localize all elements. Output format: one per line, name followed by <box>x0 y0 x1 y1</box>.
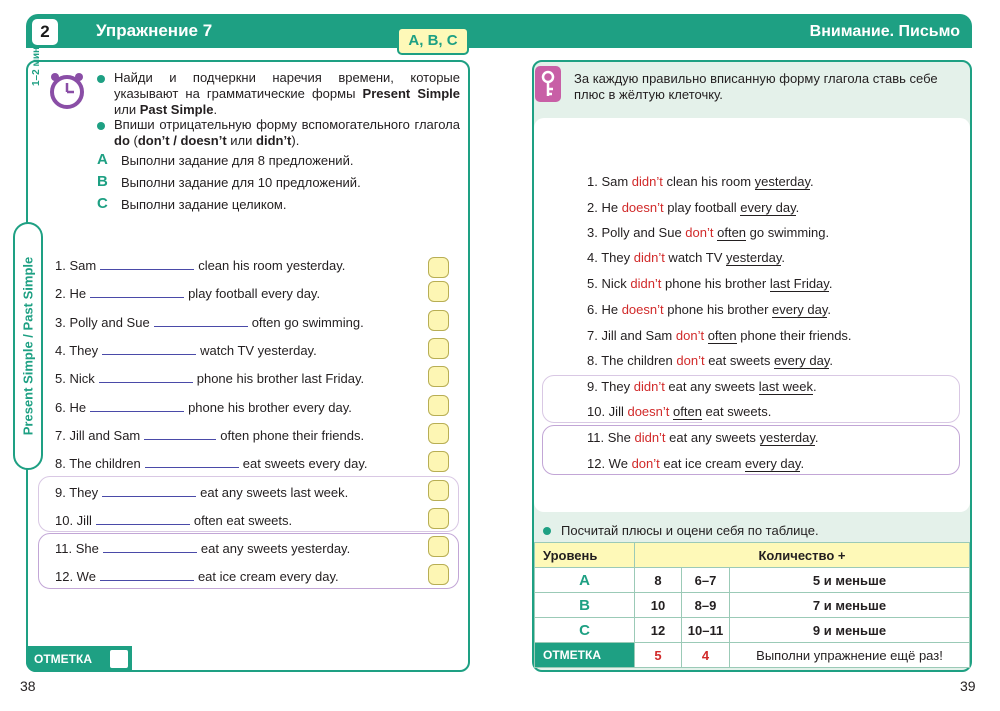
score-checkbox[interactable] <box>428 423 449 444</box>
score-checkbox[interactable] <box>428 395 449 416</box>
score-checkbox[interactable] <box>428 480 449 501</box>
task-row: 2. He play football every day. <box>55 286 321 301</box>
time-label: 1–2 мин <box>31 46 42 86</box>
answer-blank[interactable] <box>100 257 194 270</box>
score-checkbox[interactable] <box>428 564 449 585</box>
task-row: 8. The children eat sweets every day. <box>55 456 368 471</box>
score-table <box>534 542 970 668</box>
bullet-icon <box>97 75 105 83</box>
answer-blank[interactable] <box>145 455 239 468</box>
answer-blank[interactable] <box>154 314 248 327</box>
bullet-icon <box>97 122 105 130</box>
grammar-side-label: Present Simple / Past Simple <box>13 222 43 470</box>
task-row: 1. Sam clean his room yesterday. <box>55 258 346 273</box>
answer-blank[interactable] <box>99 370 193 383</box>
exercise-number: 2 <box>32 19 58 45</box>
answer-row: 11. She didn’t eat any sweets yesterday. <box>587 430 819 445</box>
task-row: 9. They eat any sweets last week. <box>55 485 349 500</box>
table-header-count: Количество + <box>635 543 970 568</box>
answer-row: 9. They didn’t eat any sweets last week. <box>587 379 817 394</box>
right-instruction: За каждую правильно вписанную форму глагола ставь себе плюс в жёлтую клеточку. <box>574 71 938 102</box>
page-number-right: 39 <box>960 678 976 694</box>
answer-blank[interactable] <box>90 285 184 298</box>
answer-blank[interactable] <box>102 342 196 355</box>
levels-tab: А, В, С <box>397 27 469 55</box>
task-row: 11. She eat any sweets yesterday. <box>55 541 351 556</box>
answer-row: 7. Jill and Sam don’t often phone their friends. <box>587 328 852 343</box>
answer-row: 3. Polly and Sue don’t often go swimming. <box>587 225 830 240</box>
instruction-2: Впиши отрицательную форму вспомогательного глагола do (don’t / doesn’t или didn’t). <box>114 117 460 148</box>
instruction-1: Найди и подчеркни наречия времени, которые указывают на грамматические формы Present Simple или Past Simple. <box>114 70 460 117</box>
key-icon <box>535 66 561 102</box>
mark-strip: ОТМЕТКА <box>26 646 132 672</box>
alarm-clock-icon <box>47 70 87 110</box>
level-letter-b: В <box>97 173 108 190</box>
section-title: Внимание. Письмо <box>809 23 960 40</box>
task-row: 7. Jill and Sam often phone their friends. <box>55 428 365 443</box>
answer-blank[interactable] <box>100 568 194 581</box>
answer-blank[interactable] <box>96 512 190 525</box>
score-checkbox[interactable] <box>428 257 449 278</box>
task-row: 6. He phone his brother every day. <box>55 400 352 415</box>
task-row: 5. Nick phone his brother last Friday. <box>55 371 365 386</box>
score-checkbox[interactable] <box>428 451 449 472</box>
level-text-a: Выполни задание для 8 предложений. <box>121 153 354 168</box>
answer-row: 4. They didn’t watch TV yesterday. <box>587 250 786 265</box>
answer-row: 1. Sam didn’t clean his room yesterday. <box>587 174 814 189</box>
task-row: 10. Jill often eat sweets. <box>55 513 293 528</box>
score-checkbox[interactable] <box>428 310 449 331</box>
score-checkbox[interactable] <box>428 338 449 359</box>
score-checkbox[interactable] <box>428 366 449 387</box>
answer-blank[interactable] <box>90 399 184 412</box>
answer-row: 10. Jill doesn’t often eat sweets. <box>587 404 772 419</box>
table-header-level: Уровень <box>535 543 635 568</box>
answer-row: 6. He doesn’t phone his brother every day. <box>587 302 832 317</box>
count-instruction: Посчитай плюсы и оцени себя по таблице. <box>543 523 819 538</box>
answer-blank[interactable] <box>102 484 196 497</box>
answer-row: 12. We don’t eat ice cream every day. <box>587 456 805 471</box>
answer-row: 8. The children don’t eat sweets every day. <box>587 353 833 368</box>
level-text-b: Выполни задание для 10 предложений. <box>121 175 361 190</box>
task-row: 4. They watch TV yesterday. <box>55 343 317 358</box>
answer-row: 2. He doesn’t play football every day. <box>587 200 800 215</box>
bullet-icon <box>543 527 551 535</box>
task-row: 12. We eat ice cream every day. <box>55 569 339 584</box>
mark-box[interactable] <box>108 648 130 670</box>
mark-row: ОТМЕТКА 5 4 Выполни упражнение ещё раз! <box>535 643 970 668</box>
level-letter-c: С <box>97 195 108 212</box>
level-letter-a: А <box>97 151 108 168</box>
page-number-left: 38 <box>20 678 36 694</box>
score-checkbox[interactable] <box>428 536 449 557</box>
task-row: 3. Polly and Sue often go swimming. <box>55 315 364 330</box>
score-checkbox[interactable] <box>428 508 449 529</box>
answer-row: 5. Nick didn’t phone his brother last Friday. <box>587 276 833 291</box>
exercise-title: Упражнение 7 <box>96 21 213 40</box>
score-checkbox[interactable] <box>428 281 449 302</box>
answer-blank[interactable] <box>144 427 216 440</box>
level-text-c: Выполни задание целиком. <box>121 197 287 212</box>
table-row: А 8 6–7 5 и меньше <box>535 568 970 593</box>
table-row: В 10 8–9 7 и меньше <box>535 593 970 618</box>
table-row: С 12 10–11 9 и меньше <box>535 618 970 643</box>
answer-blank[interactable] <box>103 540 197 553</box>
